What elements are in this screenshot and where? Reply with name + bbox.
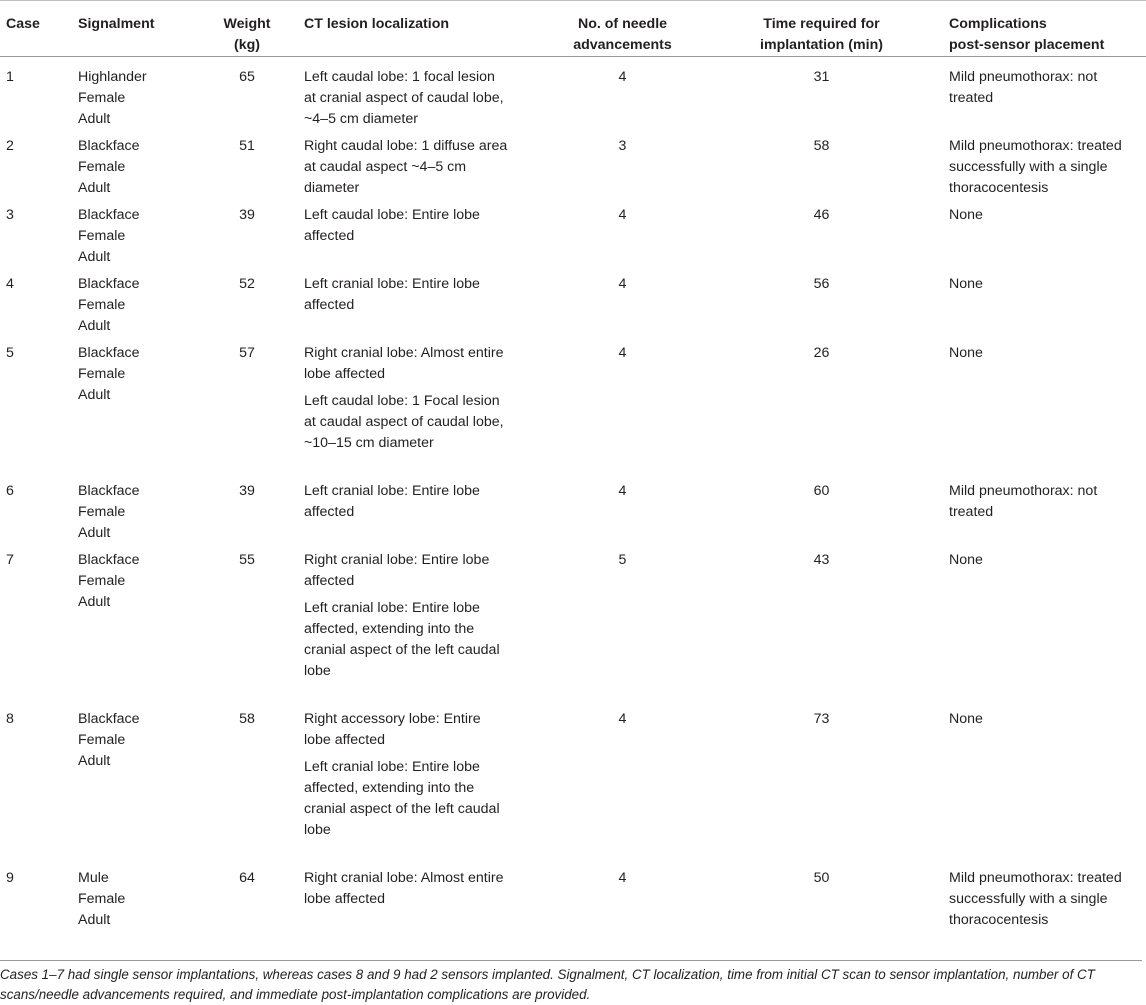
header-needle: No. of needle advancements — [545, 1, 700, 57]
signalment-cell: Highlander Female Adult — [78, 69, 147, 127]
lesion-entry: Left cranial lobe: Entire lobe affected, extending into the cranial aspect of the left caudal lobe — [304, 600, 500, 679]
needle-cell: 4 — [618, 870, 627, 886]
lesion-cell — [298, 343, 545, 481]
lesion-cell — [298, 274, 545, 343]
time-cell: 26 — [813, 345, 830, 361]
header-signalment: Signalment — [72, 1, 196, 57]
case-cell: 8 — [6, 711, 14, 727]
weight-cell: 65 — [239, 69, 255, 85]
complications-cell: Mild pneumothorax: treated successfully with a single thoracocentesis — [949, 870, 1122, 928]
table-row — [0, 136, 1146, 205]
lesion-entry: Right cranial lobe: Almost entire lobe affected — [304, 345, 504, 382]
time-cell: 58 — [813, 138, 830, 154]
weight-cell: 52 — [239, 276, 255, 292]
table-row — [0, 343, 1146, 481]
time-cell: 43 — [813, 552, 830, 568]
needle-cell: 4 — [618, 207, 627, 223]
lesion-entry: Left caudal lobe: 1 focal lesion at cranial aspect of caudal lobe, ~4–5 cm diameter — [304, 69, 504, 127]
signalment-cell: Blackface Female Adult — [78, 345, 140, 403]
case-cell: 1 — [6, 69, 14, 85]
header-lesion: CT lesion localization — [298, 1, 545, 57]
header-complications: Complications post-sensor placement — [943, 1, 1146, 57]
table-footnote: Cases 1–7 had single sensor implantations, whereas cases 8 and 9 had 2 sensors implanted. Signalment, CT localization, time from initial CT scan to sensor implantation, number of CT scans/needle advancements required, and immediate post-implantation complications are provided. — [0, 960, 1142, 1005]
complications-cell: None — [949, 711, 983, 727]
signalment-cell: Blackface Female Adult — [78, 138, 140, 196]
table-row — [0, 550, 1146, 709]
signalment-cell: Blackface Female Adult — [78, 552, 140, 610]
time-cell: 56 — [813, 276, 830, 292]
complications-cell: Mild pneumothorax: not treated — [949, 69, 1098, 106]
table-row — [0, 481, 1146, 550]
case-cell: 7 — [6, 552, 14, 568]
table-body — [0, 57, 1146, 938]
lesion-entry: Left cranial lobe: Entire lobe affected — [304, 276, 480, 313]
lesion-cell — [298, 709, 545, 868]
lesion-cell — [298, 550, 545, 709]
lesion-entry: Left cranial lobe: Entire lobe affected, extending into the cranial aspect of the left caudal lobe — [304, 759, 500, 838]
lesion-cell — [298, 868, 545, 937]
case-cell: 4 — [6, 276, 14, 292]
needle-cell: 4 — [618, 69, 627, 85]
time-cell: 60 — [813, 483, 830, 499]
weight-cell: 57 — [239, 345, 255, 361]
header-time: Time required for implantation (min) — [700, 1, 943, 57]
table-row — [0, 709, 1146, 868]
weight-cell: 51 — [239, 138, 255, 154]
complications-cell: None — [949, 552, 983, 568]
complications-cell: None — [949, 345, 983, 361]
signalment-cell: Mule Female Adult — [78, 870, 126, 928]
needle-cell: 4 — [618, 483, 627, 499]
signalment-cell: Blackface Female Adult — [78, 483, 140, 541]
needle-cell: 3 — [618, 138, 627, 154]
time-cell: 46 — [813, 207, 830, 223]
case-cell: 6 — [6, 483, 14, 499]
table-row — [0, 868, 1146, 937]
header-weight: Weight (kg) — [196, 1, 298, 57]
signalment-cell: Blackface Female Adult — [78, 711, 140, 769]
signalment-cell: Blackface Female Adult — [78, 207, 140, 265]
lesion-entry: Right cranial lobe: Almost entire lobe affected — [304, 870, 504, 907]
weight-cell: 55 — [239, 552, 255, 568]
case-cell: 5 — [6, 345, 14, 361]
weight-cell: 58 — [239, 711, 255, 727]
lesion-entry: Left cranial lobe: Entire lobe affected — [304, 483, 480, 520]
lesion-entry: Right caudal lobe: 1 diffuse area at caudal aspect ~4–5 cm diameter — [304, 138, 508, 196]
needle-cell: 4 — [618, 276, 627, 292]
lesion-cell — [298, 136, 545, 205]
complications-cell: None — [949, 276, 983, 292]
case-cell: 2 — [6, 138, 14, 154]
weight-cell: 39 — [239, 207, 255, 223]
lesion-cell — [298, 481, 545, 550]
complications-cell: None — [949, 207, 983, 223]
complications-cell: Mild pneumothorax: treated successfully with a single thoracocentesis — [949, 138, 1122, 196]
lesion-cell — [298, 205, 545, 274]
table-row — [0, 205, 1146, 274]
lesion-entry: Right accessory lobe: Entire lobe affected — [304, 711, 481, 748]
time-cell: 31 — [813, 69, 830, 85]
signalment-cell: Blackface Female Adult — [78, 276, 140, 334]
time-cell: 50 — [813, 870, 830, 886]
case-cell: 9 — [6, 870, 14, 886]
table-header-row — [0, 1, 1146, 57]
time-cell: 73 — [813, 711, 830, 727]
case-cell: 3 — [6, 207, 14, 223]
lesion-cell — [298, 57, 545, 137]
needle-cell: 4 — [618, 711, 627, 727]
weight-cell: 64 — [239, 870, 255, 886]
table-row — [0, 57, 1146, 137]
needle-cell: 4 — [618, 345, 627, 361]
table-row — [0, 274, 1146, 343]
needle-cell: 5 — [618, 552, 627, 568]
lesion-entry: Left caudal lobe: 1 Focal lesion at caudal aspect of caudal lobe, ~10–15 cm diameter — [304, 393, 504, 451]
weight-cell: 39 — [239, 483, 255, 499]
header-case: Case — [0, 1, 72, 57]
lesion-entry: Left caudal lobe: Entire lobe affected — [304, 207, 480, 244]
complications-cell: Mild pneumothorax: not treated — [949, 483, 1098, 520]
lesion-entry: Right cranial lobe: Entire lobe affected — [304, 552, 490, 589]
